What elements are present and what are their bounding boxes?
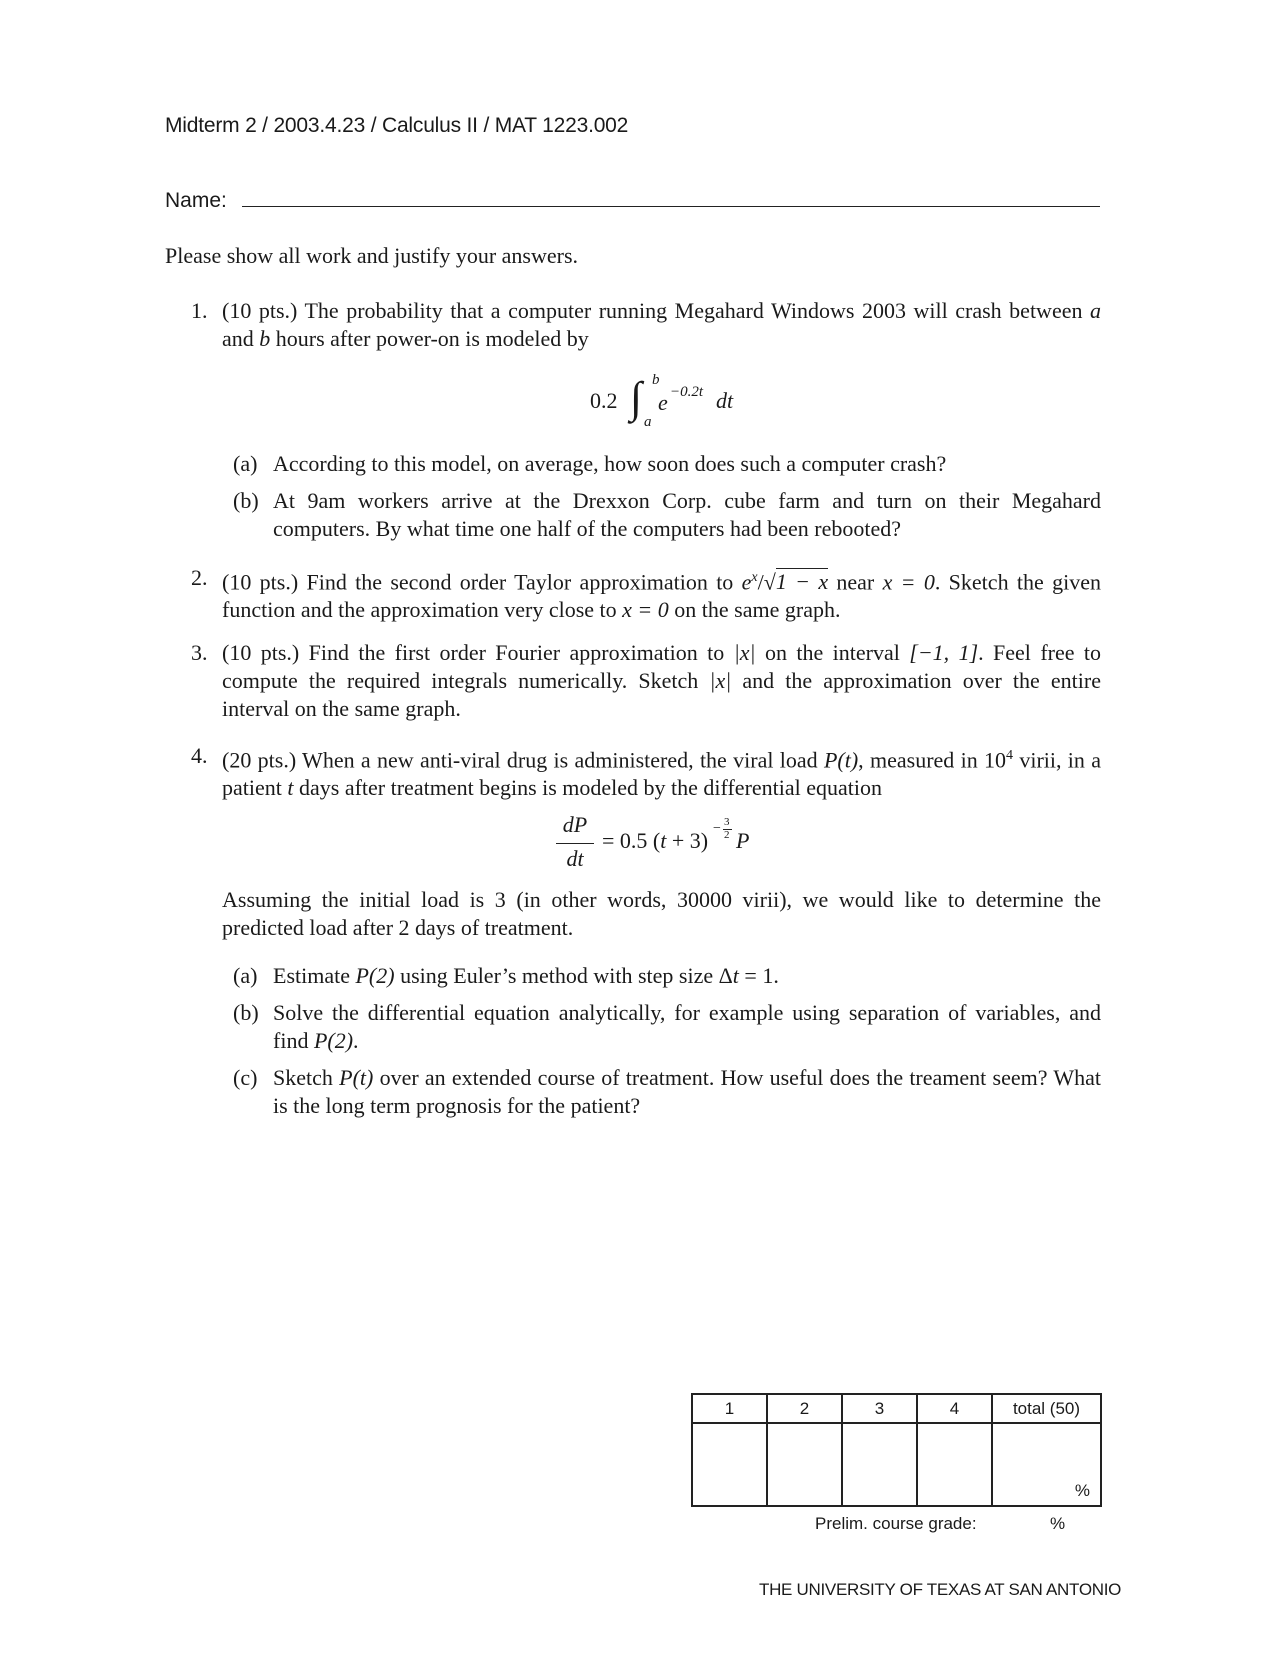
- score-header-1: 1: [692, 1394, 767, 1423]
- question-number: 4.: [191, 743, 208, 768]
- score-header-3: 3: [842, 1394, 917, 1423]
- score-cell-4[interactable]: [917, 1423, 992, 1506]
- question-text: (20 pts.) When a new anti-viral drug is administered, the viral load P(t), measured in $10^4$ virii, in a patient t days after treatment begins is modeled by the differential equation: [222, 747, 1101, 801]
- question-text: (10 pts.) Find the first order Fourier approximation to |x| on the interval [−1, 1]. Feel free to compute the required integrals numerically. Sketch |x| and the approximation over the entire interval on the same graph.: [222, 640, 1102, 721]
- question-text: (10 pts.) Find the second order Taylor approximation to $e^x/√1 - x$ near x = 0. Sketch the given function and the approximation very close to x = 0 on the same graph.: [222, 569, 1101, 623]
- score-cell-2[interactable]: [767, 1423, 842, 1506]
- question-1-part-a: (a) According to this model, on average, how soon does such a computer crash?: [233, 451, 947, 476]
- score-header-2: 2: [767, 1394, 842, 1423]
- score-header-4: 4: [917, 1394, 992, 1423]
- integral-sign: ∫: [630, 373, 643, 422]
- score-cell-1[interactable]: [692, 1423, 767, 1506]
- prelim-course-grade-percent: %: [1050, 1514, 1066, 1533]
- university-footer: THE UNIVERSITY OF TEXAS AT SAN ANTONIO: [759, 1580, 1122, 1599]
- exam-header-title: Midterm 2 / 2003.4.23 / Calculus II / MAT 1223.002: [165, 114, 629, 137]
- score-table-body-row: [692, 1423, 1101, 1506]
- question-4-part-c: (c) Sketch P(t) over an extended course of treatment. How useful does the treament seem? What is the long term prognosis for the patient?: [233, 1065, 1101, 1118]
- score-cell-3[interactable]: [842, 1423, 917, 1506]
- integral-equation: 0.2 ∫ b a e −0.2t dt: [590, 372, 734, 430]
- question-1-part-b: (b) At 9am workers arrive at the Drexxon Corp. cube farm and turn on their Megahard computers. By what time one half of the computers had been rebooted?: [233, 488, 1101, 541]
- name-label: Name:: [165, 189, 227, 212]
- instructions: Please show all work and justify your answers.: [165, 243, 579, 268]
- question-number: 2.: [191, 565, 208, 590]
- question-text: (10 pts.) The probability that a computer running Megahard Windows 2003 will crash between a and b hours after power-on is modeled by: [222, 298, 1101, 351]
- prelim-course-grade-label: Prelim. course grade:: [815, 1514, 977, 1533]
- score-table-header-row: [692, 1394, 1101, 1423]
- question-number: 1.: [191, 298, 208, 323]
- score-table: [691, 1393, 1102, 1507]
- score-cell-total[interactable]: [992, 1423, 1101, 1506]
- question-4-followup: Assuming the initial load is 3 (in other words, 30000 virii), we would like to determine the predicted load after 2 days of treatment.: [222, 887, 1101, 940]
- total-percent-sign: %: [1074, 1481, 1090, 1500]
- differential-equation: dP dt = 0.5 (t + 3) − 3 2 P: [556, 812, 786, 874]
- name-input-line[interactable]: [242, 206, 1100, 207]
- score-header-total: total (50): [992, 1394, 1101, 1423]
- question-number: 3.: [191, 640, 208, 665]
- question-4-part-a: (a) Estimate P(2) using Euler’s method with step size Δt = 1.: [233, 963, 779, 988]
- question-4-part-b: (b) Solve the differential equation analytically, for example using separation of variables, and find P(2).: [233, 1000, 1101, 1053]
